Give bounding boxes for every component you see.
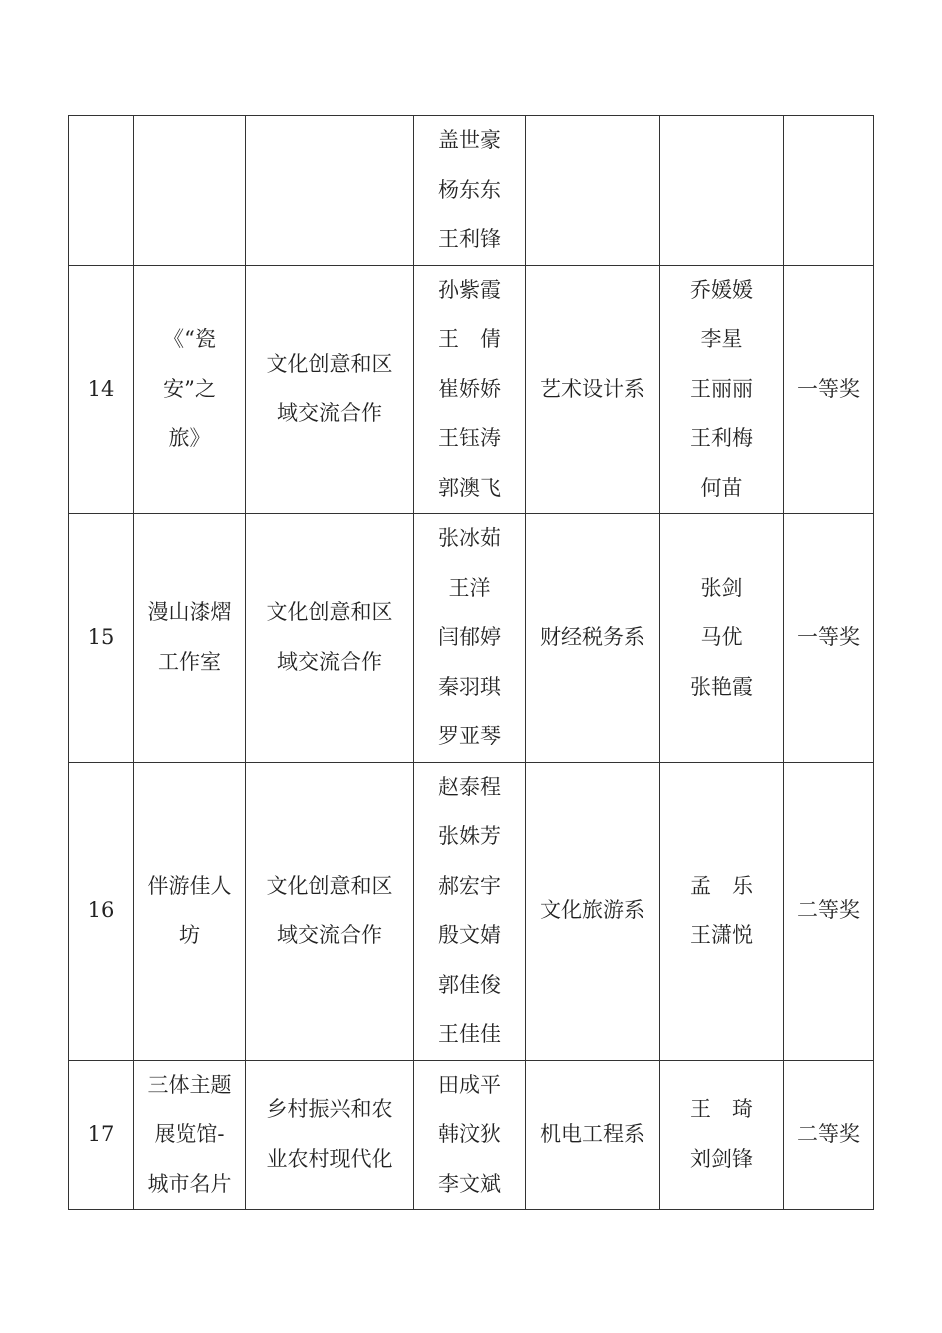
advisors-line: 马优 bbox=[700, 625, 743, 649]
category bbox=[246, 265, 414, 514]
team-members-line: 赵泰程 bbox=[438, 774, 501, 799]
team-members-line: 王利锋 bbox=[438, 227, 501, 251]
project-name-line: 工作室 bbox=[158, 649, 221, 674]
award: 一等奖 bbox=[784, 265, 874, 514]
team-members-line: 孙紫霞 bbox=[438, 277, 501, 302]
team-members-line: 郭佳俊 bbox=[438, 972, 501, 997]
team-members-line: 王钰涛 bbox=[438, 426, 501, 450]
team-members-line: 郭澳飞 bbox=[438, 475, 501, 500]
department: 艺术设计系 bbox=[526, 265, 660, 514]
team-members-line: 秦羽琪 bbox=[438, 674, 501, 699]
advisors-line: 王潇悦 bbox=[690, 923, 753, 947]
team-members-line: 王 倩 bbox=[438, 327, 501, 351]
department: 财经税务系 bbox=[526, 514, 660, 763]
category-line: 文化创意和区 bbox=[266, 873, 393, 898]
advisors-line: 张艳霞 bbox=[690, 674, 753, 699]
department: 机电工程系 bbox=[526, 1060, 660, 1210]
category-line: 域交流合作 bbox=[277, 649, 382, 674]
category-line: 域交流合作 bbox=[277, 401, 382, 426]
table-row bbox=[69, 762, 874, 1060]
category bbox=[246, 762, 414, 1060]
table-row bbox=[69, 514, 874, 763]
awards-table bbox=[68, 115, 874, 1210]
advisors bbox=[660, 762, 784, 1060]
team-members-line: 罗亚琴 bbox=[438, 724, 501, 748]
advisors-line: 王利梅 bbox=[690, 426, 753, 450]
advisors-line: 李星 bbox=[700, 327, 743, 351]
project-name-line: 展览馆- bbox=[154, 1122, 225, 1146]
category-line: 业农村现代化 bbox=[266, 1146, 393, 1171]
category bbox=[246, 514, 414, 763]
department bbox=[526, 116, 660, 266]
table-row bbox=[69, 116, 874, 266]
table-row bbox=[69, 1060, 874, 1210]
category bbox=[246, 1060, 414, 1210]
category-line: 乡村振兴和农 bbox=[266, 1097, 393, 1122]
table-row bbox=[69, 265, 874, 514]
team-members bbox=[414, 265, 526, 514]
advisors-line: 王丽丽 bbox=[690, 376, 753, 401]
team-members-line: 王洋 bbox=[448, 575, 491, 600]
award: 一等奖 bbox=[784, 514, 874, 763]
department: 文化旅游系 bbox=[526, 762, 660, 1060]
award bbox=[784, 116, 874, 266]
project-name bbox=[134, 116, 246, 266]
advisors-line: 刘剑锋 bbox=[690, 1146, 753, 1171]
advisors-line: 乔媛媛 bbox=[690, 277, 753, 302]
team-members-line: 李文斌 bbox=[438, 1171, 501, 1196]
project-name-line: 坊 bbox=[179, 923, 200, 947]
project-name-line: 三体主题 bbox=[147, 1072, 232, 1097]
advisors-line: 何苗 bbox=[700, 475, 743, 500]
advisors bbox=[660, 1060, 784, 1210]
category-line: 文化创意和区 bbox=[266, 351, 393, 376]
team-members-line: 田成平 bbox=[438, 1072, 501, 1097]
row-number bbox=[69, 116, 134, 266]
team-members bbox=[414, 514, 526, 763]
team-members-line: 张冰茹 bbox=[438, 526, 501, 550]
team-members-line: 闫郁婷 bbox=[438, 625, 501, 649]
project-name bbox=[134, 265, 246, 514]
team-members-line: 韩汶狄 bbox=[438, 1122, 501, 1146]
project-name-line: 安”之 bbox=[163, 376, 216, 401]
project-name bbox=[134, 1060, 246, 1210]
team-members-line: 杨东东 bbox=[438, 177, 501, 202]
advisors-line: 孟 乐 bbox=[690, 873, 753, 898]
award: 二等奖 bbox=[784, 1060, 874, 1210]
category-line: 文化创意和区 bbox=[266, 600, 393, 625]
team-members-line: 张姝芳 bbox=[438, 824, 501, 848]
team-members-line: 盖世豪 bbox=[438, 128, 501, 152]
row-number: 17 bbox=[69, 1060, 134, 1210]
team-members bbox=[414, 762, 526, 1060]
project-name-line: 旅》 bbox=[168, 426, 211, 450]
category bbox=[246, 116, 414, 266]
project-name bbox=[134, 762, 246, 1060]
team-members-line: 殷文婧 bbox=[438, 923, 501, 947]
project-name-line: 伴游佳人 bbox=[147, 873, 232, 898]
advisors-line: 张剑 bbox=[700, 575, 743, 600]
awards-table-body bbox=[69, 116, 874, 1210]
row-number: 15 bbox=[69, 514, 134, 763]
project-name-line: 《“瓷 bbox=[163, 327, 216, 351]
team-members-line: 王佳佳 bbox=[438, 1022, 501, 1046]
row-number: 14 bbox=[69, 265, 134, 514]
team-members bbox=[414, 1060, 526, 1210]
team-members bbox=[414, 116, 526, 266]
project-name-line: 漫山漆熠 bbox=[147, 600, 232, 625]
project-name-line: 城市名片 bbox=[147, 1171, 232, 1196]
row-number: 16 bbox=[69, 762, 134, 1060]
team-members-line: 崔娇娇 bbox=[438, 376, 501, 401]
category-line: 域交流合作 bbox=[277, 923, 382, 947]
advisors-line: 王 琦 bbox=[690, 1097, 753, 1122]
award: 二等奖 bbox=[784, 762, 874, 1060]
project-name bbox=[134, 514, 246, 763]
advisors bbox=[660, 265, 784, 514]
advisors bbox=[660, 116, 784, 266]
team-members-line: 郝宏宇 bbox=[438, 873, 501, 898]
advisors bbox=[660, 514, 784, 763]
